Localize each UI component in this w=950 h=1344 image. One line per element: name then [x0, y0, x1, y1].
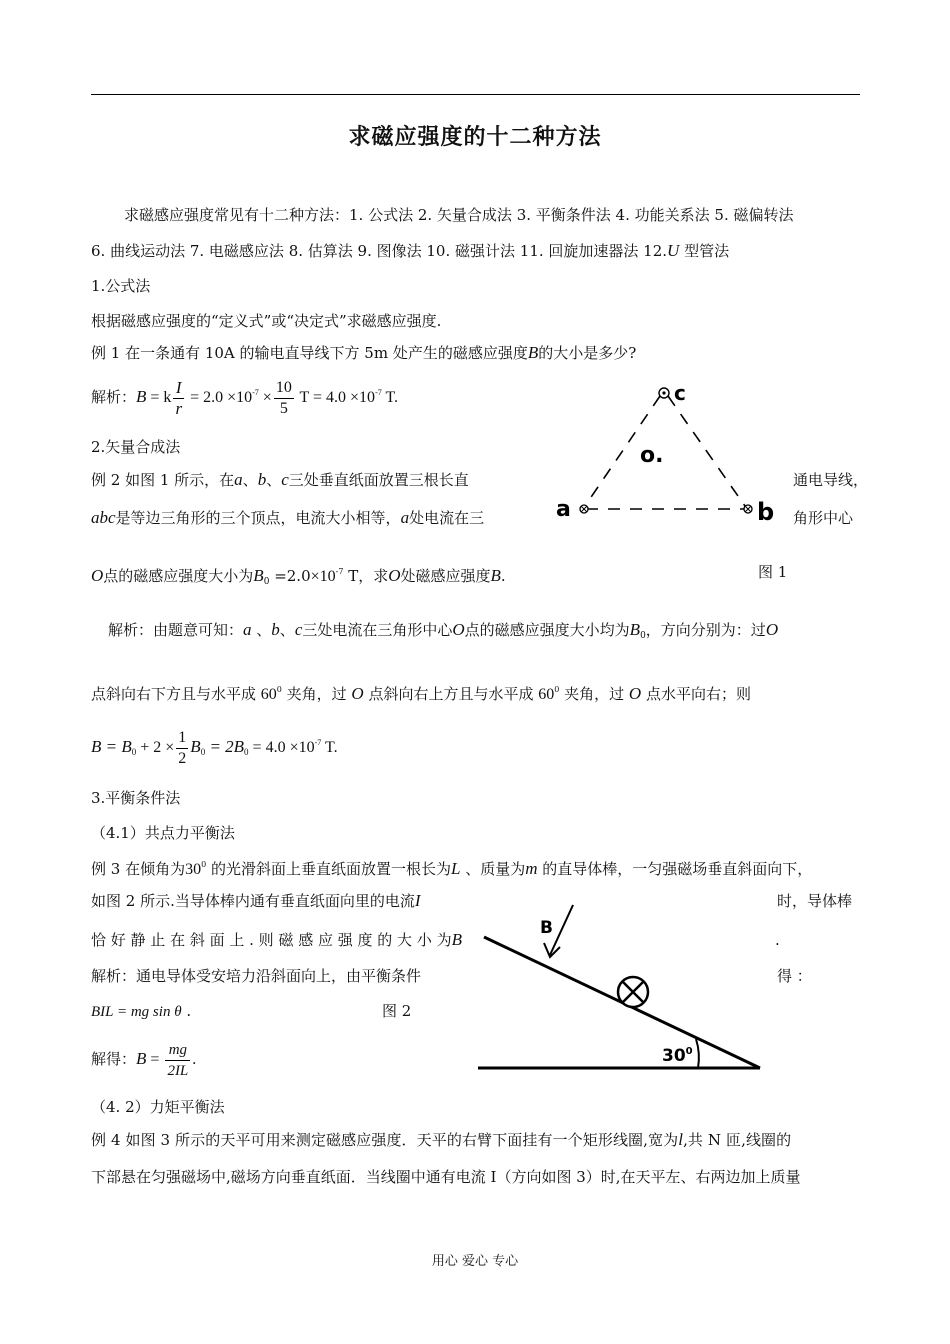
- figure-1-label-c: c: [674, 381, 686, 405]
- example-2-line-3: O点的磁感应强度大小为$B_0 =2.0\times 10^{-7}$ T，求O处磁感应强度B.: [91, 566, 506, 587]
- intro-line-2: 6. 曲线运动法 7. 电磁感应法 8. 估算法 9. 图像法 10. 磁强计法 11. 回旋加速器法 12.U 型管法: [91, 241, 730, 260]
- example-1: 例 1 在一条通有 10A 的输电直导线下方 5m 处产生的磁感应强度B的大小是多少?: [91, 343, 637, 362]
- figure-2-caption: 图 2: [382, 1002, 412, 1020]
- example-2-line-1-right: 通电导线，: [793, 471, 869, 489]
- figure-1-label-a: a: [556, 497, 571, 522]
- example-3-balance-equation: BIL = mg sin θ .: [91, 1002, 192, 1020]
- example-4-line-2: 下部悬在匀强磁场中,磁场方向垂直纸面．当线圈中通有电流 I（方向如图 3）时,在天平左、右两边加上质量: [91, 1168, 801, 1186]
- example-3-result: 解得：B = $\frac{mg}{2IL}$ .: [91, 1042, 197, 1079]
- example-4-line-1: 例 4 如图 3 所示的天平可用来测定磁感应强度．天平的右臂下面挂有一个矩形线圈,宽为l,共 N 匝,线圈的: [91, 1130, 792, 1149]
- figure-2-label-B: B: [540, 918, 553, 938]
- page-title: 求磁应强度的十二种方法: [348, 125, 602, 150]
- intro-line-1: 求磁感应强度常见有十二种方法：1. 公式法 2. 矢量合成法 3. 平衡条件法 4. 功能关系法 5. 磁偏转法: [124, 206, 794, 224]
- figure-1-caption: 图 1: [758, 563, 788, 581]
- subsection-4-1: （4.1）共点力平衡法: [91, 824, 235, 842]
- figure-2-angle-label: $30^0$: [662, 1046, 693, 1066]
- example-3-line-4: 解析：通电导体受安培力沿斜面向上，由平衡条件: [91, 967, 422, 985]
- example-1-solution: 解析：B = k $\frac{I}{r}$ = $2.0 \times 10^{-7}$ × $\frac{10}{5}$ $T = 4.0 \times 10^{-7}$ T.: [91, 378, 399, 418]
- example-3-line-2-right: 时，导体棒: [777, 892, 853, 910]
- example-3-line-4-right: 得 ：: [777, 967, 812, 985]
- top-rule: [91, 94, 860, 95]
- example-2-line-2-right: 角形中心: [793, 509, 854, 527]
- figure-1-label-o: o.: [640, 443, 664, 468]
- section-2-heading: 2.矢量合成法: [91, 438, 181, 456]
- example-3-line-3-right: .: [775, 931, 780, 949]
- section-3-heading: 3.平衡条件法: [91, 789, 181, 807]
- figure-1-label-b: b: [757, 498, 775, 526]
- page-footer: 用心 爱心 专心: [431, 1254, 519, 1269]
- example-2-line-2: abc是等边三角形的三个顶点，电流大小相等，a处电流在三: [91, 508, 485, 527]
- figure-2-incline: [470, 895, 770, 1075]
- example-2-solution-line-1: 解析：由题意可知：a 、b、c三处电流在三角形中心O点的磁感应强度大小均为$B_0$，方向分别为：过O: [108, 620, 779, 641]
- example-3-line-1: 例 3 在倾角为$30^0$ 的光滑斜面上垂直纸面放置一根长为L 、质量为m 的直导体棒，一匀强磁场垂直斜面向下，: [91, 859, 813, 878]
- example-2-line-1: 例 2 如图 1 所示，在a、b、c三处垂直纸面放置三根长直: [91, 470, 469, 489]
- section-1-heading: 1.公式法: [91, 277, 151, 295]
- subsection-4-2: （4. 2）力矩平衡法: [91, 1098, 225, 1116]
- figure-1-triangle: [550, 378, 790, 528]
- example-2-equation: $B = B_0 + 2$ × $\frac{1}{2}$ $B_0 = 2B_0 = 4.0 \times 10^{-7}$ T.: [91, 729, 338, 767]
- example-2-solution-line-2: 点斜向右下方且与水平成 $60^0$ 夹角，过 O 点斜向右上方且与水平成 $60^0$ 夹角，过 O 点水平向右；则: [91, 684, 751, 703]
- example-3-line-3: 恰 好 静 止 在 斜 面 上 . 则 磁 感 应 强 度 的 大 小 为B: [91, 930, 462, 949]
- section-1-desc: 根据磁感应强度的“定义式”或“决定式”求磁感应强度.: [91, 312, 442, 330]
- example-3-line-2: 如图 2 所示.当导体棒内通有垂直纸面向里的电流I: [91, 891, 421, 910]
